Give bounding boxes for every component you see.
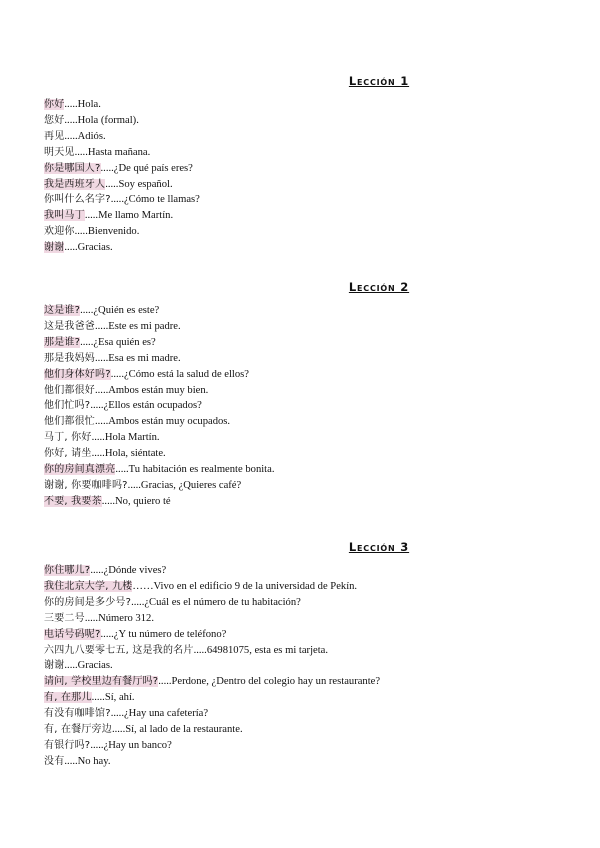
chinese-phrase: 您好 xyxy=(44,114,65,126)
spanish-translation: Ambos están muy ocupados. xyxy=(108,416,231,428)
separator-dots: ..... xyxy=(90,565,104,576)
separator-dots: ..... xyxy=(131,596,145,608)
phrase-line xyxy=(44,643,564,659)
phrase-line xyxy=(44,579,564,595)
separator-dots: ..... xyxy=(95,416,109,428)
phrase-list xyxy=(44,303,564,510)
spanish-translation: Sí, al lado de la restaurante. xyxy=(125,724,243,736)
lesson-3-section xyxy=(44,539,564,770)
spanish-translation: Tu habitación es realmente bonita. xyxy=(128,464,275,476)
phrase-line xyxy=(44,722,564,738)
chinese-phrase: 六四九八要零七五, 这是我的名片 xyxy=(44,644,194,656)
phrase-line xyxy=(44,129,564,145)
spanish-translation: ¿Hay un banco? xyxy=(103,739,172,751)
chinese-phrase: 那是谁? xyxy=(44,336,81,348)
spanish-translation: Este es mi padre. xyxy=(108,320,181,332)
separator-dots: ..... xyxy=(64,99,78,110)
spanish-translation: Número 312. xyxy=(98,612,154,624)
chinese-phrase: 你的房间真漂亮 xyxy=(44,464,116,476)
phrase-line xyxy=(44,192,564,208)
phrase-line xyxy=(44,674,564,690)
phrase-line xyxy=(44,177,564,193)
chinese-phrase: 谢谢 xyxy=(44,660,65,672)
chinese-phrase: 请问, 学校里边有餐厅吗? xyxy=(44,676,159,688)
chinese-phrase: 有没有咖啡馆? xyxy=(44,708,111,720)
phrase-line xyxy=(44,145,564,161)
lesson-2-section xyxy=(44,279,564,510)
phrase-line xyxy=(44,319,564,335)
spanish-translation: ¿Cuál es el número de tu habitación? xyxy=(144,596,301,608)
chinese-phrase: 不要, 我要茶 xyxy=(44,495,102,507)
spanish-translation: Perdone, ¿Dentro del colegio hay un restaurante? xyxy=(171,676,381,688)
separator-dots: ..... xyxy=(90,400,104,412)
chinese-phrase: 三要二号 xyxy=(44,612,85,624)
phrase-line xyxy=(44,563,564,579)
spanish-translation: ¿De qué país eres? xyxy=(113,162,193,174)
phrase-line xyxy=(44,351,564,367)
separator-dots: ..... xyxy=(100,162,114,174)
spanish-translation: ¿Quién es este? xyxy=(93,305,160,316)
spanish-translation: No hay. xyxy=(77,755,111,767)
phrase-line xyxy=(44,738,564,754)
separator-dots: ..... xyxy=(91,432,105,444)
phrase-line xyxy=(44,335,564,351)
chinese-phrase: 有银行吗? xyxy=(44,739,91,751)
phrase-line xyxy=(44,754,564,770)
phrase-line xyxy=(44,414,564,430)
separator-dots: ..... xyxy=(84,612,99,624)
spanish-translation: Gracias, ¿Quieres café? xyxy=(140,479,242,491)
separator-dots: ..... xyxy=(110,194,124,206)
phrase-line xyxy=(44,494,564,510)
chinese-phrase: 这是我爸爸 xyxy=(44,320,95,332)
chinese-phrase: 马丁, 你好 xyxy=(44,432,92,444)
separator-dots: ..... xyxy=(115,464,129,476)
chinese-phrase: 这是谁? xyxy=(44,305,81,316)
phrase-line xyxy=(44,161,564,177)
separator-dots: ..... xyxy=(84,210,99,222)
spanish-translation: ¿Esa quién es? xyxy=(93,336,156,348)
separator-dots: ..... xyxy=(158,676,172,688)
separator-dots: ..... xyxy=(95,384,109,396)
lesson-title: Lección 2 xyxy=(348,280,410,294)
phrase-list xyxy=(44,97,564,256)
separator-dots: ..... xyxy=(64,755,78,767)
chinese-phrase: 我叫马丁 xyxy=(44,210,85,222)
phrase-line xyxy=(44,478,564,494)
phrase-line xyxy=(44,690,564,706)
chinese-phrase: 欢迎你 xyxy=(44,226,75,238)
spanish-translation: Sí, ahí. xyxy=(104,692,135,704)
spanish-translation: Hola (formal). xyxy=(77,114,139,126)
spanish-translation: ¿Ellos están ocupados? xyxy=(103,400,202,412)
separator-dots: ..... xyxy=(193,644,207,656)
separator-dots: ..... xyxy=(91,692,105,704)
phrase-list xyxy=(44,563,564,770)
separator-dots: ..... xyxy=(105,178,119,190)
spanish-translation: Gracias. xyxy=(77,242,113,254)
phrase-line xyxy=(44,627,564,643)
spanish-translation: Esa es mi madre. xyxy=(108,352,181,364)
spanish-translation: Bienvenido. xyxy=(87,226,140,238)
spanish-translation: Gracias. xyxy=(77,660,113,672)
spanish-translation: Hasta mañana. xyxy=(87,146,151,158)
separator-dots: ..... xyxy=(95,352,109,364)
separator-dots: ..... xyxy=(91,448,105,460)
spanish-translation: Adiós. xyxy=(77,130,106,142)
chinese-phrase: 我是西班牙人 xyxy=(44,178,106,190)
chinese-phrase: 有, 在餐厅旁边 xyxy=(44,724,112,736)
phrase-line xyxy=(44,446,564,462)
phrase-line xyxy=(44,383,564,399)
spanish-translation: ¿Dónde vives? xyxy=(103,565,167,576)
spanish-translation: ¿Y tu número de teléfono? xyxy=(113,628,227,640)
spanish-translation: 64981075, esta es mi tarjeta. xyxy=(206,644,329,656)
phrase-line xyxy=(44,303,564,319)
phrase-line xyxy=(44,398,564,414)
separator-dots: ..... xyxy=(110,708,124,720)
spanish-translation: Hola. xyxy=(77,99,101,110)
separator-dots: ..... xyxy=(64,130,78,142)
chinese-phrase: 谢谢 xyxy=(44,242,65,254)
lesson-title: Lección 3 xyxy=(348,540,410,554)
phrase-line xyxy=(44,113,564,129)
spanish-translation: Hola Martín. xyxy=(104,432,160,444)
chinese-phrase: 我住北京大学, 九楼 xyxy=(44,580,133,592)
spanish-translation: ¿Cómo está la salud de ellos? xyxy=(123,368,249,380)
separator-dots: ..... xyxy=(90,739,104,751)
separator-dots: ..... xyxy=(74,146,88,158)
phrase-line xyxy=(44,97,564,113)
chinese-phrase: 明天见 xyxy=(44,146,75,158)
phrase-line xyxy=(44,240,564,256)
phrase-line xyxy=(44,658,564,674)
chinese-phrase: 有, 在那儿 xyxy=(44,692,92,704)
chinese-phrase: 你是哪国人? xyxy=(44,162,101,174)
phrase-line xyxy=(44,462,564,478)
spanish-translation: ¿Hay una cafetería? xyxy=(123,708,209,720)
separator-dots: …… xyxy=(132,580,154,592)
chinese-phrase: 你叫什么名字? xyxy=(44,194,111,206)
separator-dots: ..... xyxy=(127,479,141,491)
phrase-line xyxy=(44,367,564,383)
chinese-phrase: 你的房间是多少号? xyxy=(44,596,132,608)
chinese-phrase: 他们身体好吗? xyxy=(44,368,111,380)
chinese-phrase: 谢谢, 你要咖啡吗? xyxy=(44,479,128,491)
lesson-title: Lección 1 xyxy=(348,74,410,88)
chinese-phrase: 你好, 请坐 xyxy=(44,448,92,460)
chinese-phrase: 他们都很好 xyxy=(44,384,95,396)
separator-dots: ..... xyxy=(64,660,78,672)
spanish-translation: Me llamo Martín. xyxy=(98,210,174,222)
separator-dots: ..... xyxy=(110,368,124,380)
phrase-line xyxy=(44,595,564,611)
spanish-translation: Ambos están muy bien. xyxy=(108,384,209,396)
chinese-phrase: 再见 xyxy=(44,130,65,142)
spanish-translation: Vivo en el edificio 9 de la universidad de Pekín. xyxy=(153,580,358,592)
lesson-1-section xyxy=(44,73,564,256)
chinese-phrase: 他们忙吗? xyxy=(44,400,91,412)
separator-dots: ..... xyxy=(95,320,109,332)
chinese-phrase: 他们都很忙 xyxy=(44,416,95,428)
separator-dots: ..... xyxy=(80,305,94,316)
separator-dots: ..... xyxy=(111,724,126,736)
chinese-phrase: 电话号码呢? xyxy=(44,628,101,640)
separator-dots: ..... xyxy=(80,336,94,348)
separator-dots: ..... xyxy=(64,114,78,126)
separator-dots: ..... xyxy=(101,495,116,507)
chinese-phrase: 没有 xyxy=(44,755,65,767)
phrase-line xyxy=(44,611,564,627)
spanish-translation: ¿Cómo te llamas? xyxy=(123,194,200,206)
phrase-line xyxy=(44,224,564,240)
chinese-phrase: 那是我妈妈 xyxy=(44,352,95,364)
spanish-translation: Soy español. xyxy=(118,178,173,190)
phrase-line xyxy=(44,430,564,446)
spanish-translation: Hola, siéntate. xyxy=(104,448,166,460)
phrase-line xyxy=(44,706,564,722)
separator-dots: ..... xyxy=(100,628,114,640)
spanish-translation: No, quiero té xyxy=(115,495,171,507)
separator-dots: ..... xyxy=(74,226,88,238)
chinese-phrase: 你住哪儿? xyxy=(44,565,91,576)
phrase-line xyxy=(44,208,564,224)
chinese-phrase: 你好 xyxy=(44,99,65,110)
separator-dots: ..... xyxy=(64,242,78,254)
